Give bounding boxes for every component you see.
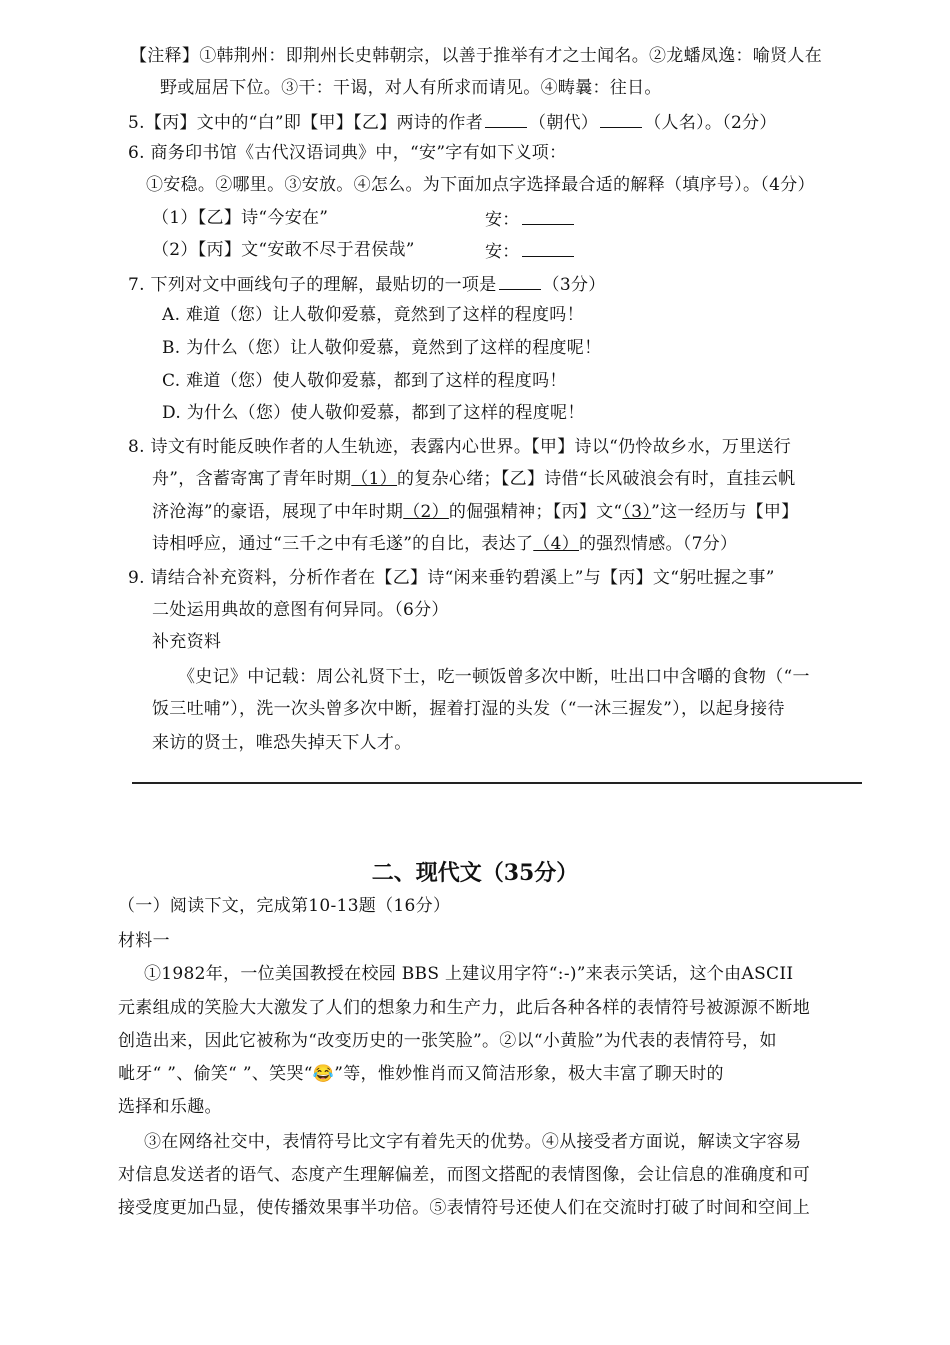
- q6-item-2: [152, 238, 415, 262]
- q6-item-1: [152, 206, 328, 230]
- passage-p1-line-5: 选择和乐趣。: [118, 1097, 222, 1117]
- supplement-line-2: 饭三吐哺”），洗一次头曾多次中断，握着打湿的头发（“一沐三握发”），以起身接待: [152, 699, 785, 719]
- q7-option-d[interactable]: D. 为什么（您）使人敬仰爱慕，都到了这样的程度呢！: [162, 403, 585, 423]
- material-title: 材料一: [118, 931, 170, 951]
- question-7-stem: [128, 271, 606, 297]
- q6-item-2-text: （2）【丙】文“安敢不尽于君侯哉”: [152, 240, 415, 260]
- q5-mid: （朝代）: [529, 113, 599, 133]
- question-8-line-4: [152, 532, 737, 556]
- q7-points: （3分）: [542, 275, 606, 295]
- q7-option-c[interactable]: C. 难道（您）使人敬仰爱慕，都到了这样的程度吗！: [162, 371, 567, 391]
- q8-blank-1[interactable]: （1）: [351, 469, 398, 489]
- q6-item-2-answer: [485, 238, 576, 264]
- q8-text-2b: 的复杂心绪；【乙】诗借“长风破浪会有时，直挂云帆: [397, 469, 796, 489]
- passage-p2-line-1: ③在网络社交中，表情符号比文字有着先天的优势。④从接受者方面说，解读文字容易: [144, 1132, 802, 1152]
- passage-p1-line-3: 创造出来，因此它被称为“改变历史的一张笑脸”。②以“小黄脸”为代表的表情符号，如: [118, 1031, 777, 1051]
- question-5: [128, 109, 777, 135]
- q7-blank[interactable]: [499, 271, 541, 290]
- passage-p2-line-3: 接受度更加凸显，使传播效果事半功倍。⑤表情符号还使人们在交流时打破了时间和空间上: [118, 1198, 810, 1218]
- section-divider: [132, 782, 862, 784]
- q8-text-3a: 济沧海”的豪语，展现了中年时期: [152, 502, 404, 522]
- q8-text-3b: 的倔强精神；【丙】文“: [448, 502, 623, 522]
- q8-blank-4[interactable]: （4）: [533, 534, 579, 554]
- q7-stem-text: 7. 下列对文中画线句子的理解，最贴切的一项是: [128, 275, 497, 295]
- section-2-title: 二、现代文（35分）: [371, 860, 579, 886]
- q5-post: （人名）。（2分）: [644, 113, 777, 133]
- question-9-line-1: 9. 请结合补充资料，分析作者在【乙】诗“闲来垂钓碧溪上”与【丙】文“躬吐握之事”: [128, 568, 775, 588]
- question-8-line-2: [152, 467, 795, 491]
- q8-blank-3[interactable]: （3）: [622, 502, 652, 522]
- question-8-line-3: [152, 500, 799, 524]
- q6-an-label-2: 安：: [485, 242, 520, 262]
- passage-p1-line-1: ①1982年，一位美国教授在校园 BBS 上建议用字符“:-)”来表示笑话，这个由ASCII: [144, 964, 794, 984]
- q8-text-4a: 诗相呼应，通过“三千之中有毛遂”的自比，表达了: [152, 534, 534, 554]
- q5-stem: 5.【丙】文中的“白”即【甲】【乙】两诗的作者: [128, 113, 484, 133]
- q6-blank-1[interactable]: [522, 206, 574, 225]
- passage-p1-line-4: 呲牙“ ”、偷笑“ ”、笑哭“😂”等，惟妙惟肖而又简洁形象，极大丰富了聊天时的: [118, 1064, 724, 1084]
- q7-option-a[interactable]: A. 难道（您）让人敬仰爱慕，竟然到了这样的程度吗！: [162, 305, 584, 325]
- q6-an-label-1: 安：: [485, 210, 520, 230]
- q5-blank-dynasty[interactable]: [485, 109, 527, 128]
- q5-blank-name[interactable]: [600, 109, 642, 128]
- q8-text-4b: 的强烈情感。（7分）: [579, 534, 738, 554]
- q7-option-b[interactable]: B. 为什么（您）让人敬仰爱慕，竟然到了这样的程度呢！: [162, 338, 602, 358]
- q6-blank-2[interactable]: [522, 238, 574, 257]
- section-2-subtitle: （一）阅读下文，完成第10-13题（16分）: [118, 896, 451, 916]
- passage-p1-line-2: 元素组成的笑脸大大激发了人们的想象力和生产力，此后各种各样的表情符号被源源不断地: [118, 998, 810, 1018]
- question-6-stem: 6. 商务印书馆《古代汉语词典》中，“安”字有如下义项：: [128, 143, 567, 163]
- q8-text-2a: 舟”，含蓄寄寓了青年时期: [152, 469, 352, 489]
- supplement-title: 补充资料: [152, 632, 222, 652]
- q6-item-1-text: （1）【乙】诗“今安在”: [152, 208, 329, 228]
- q8-text-3c: ”这一经历与【甲】: [651, 502, 799, 522]
- q8-blank-2[interactable]: （2）: [403, 502, 449, 522]
- q6-item-1-answer: [485, 206, 576, 232]
- question-6-options: ①安稳。②哪里。③安放。④怎么。为下面加点字选择最合适的解释（填序号）。（4分）: [146, 175, 815, 195]
- notes-line-2: 野或屈居下位。③干：干谒，对人有所求而请见。④畴曩：往日。: [160, 78, 662, 98]
- question-9-line-2: 二处运用典故的意图有何异同。（6分）: [152, 600, 449, 620]
- supplement-line-1: 《史记》中记载：周公礼贤下士，吃一顿饭曾多次中断，吐出口中含嚼的食物（“一: [178, 667, 810, 687]
- notes-line-1: 【注释】①韩荆州：即荆州长史韩朝宗，以善于推举有才之士闻名。②龙蟠凤逸：喻贤人在: [130, 46, 822, 66]
- question-8-line-1: 8. 诗文有时能反映作者的人生轨迹，表露内心世界。【甲】诗以“仍怜故乡水，万里送行: [128, 437, 792, 457]
- passage-p2-line-2: 对信息发送者的语气、态度产生理解偏差，而图文搭配的表情图像，会让信息的准确度和可: [118, 1165, 810, 1185]
- supplement-line-3: 来访的贤士，唯恐失掉天下人才。: [152, 733, 412, 753]
